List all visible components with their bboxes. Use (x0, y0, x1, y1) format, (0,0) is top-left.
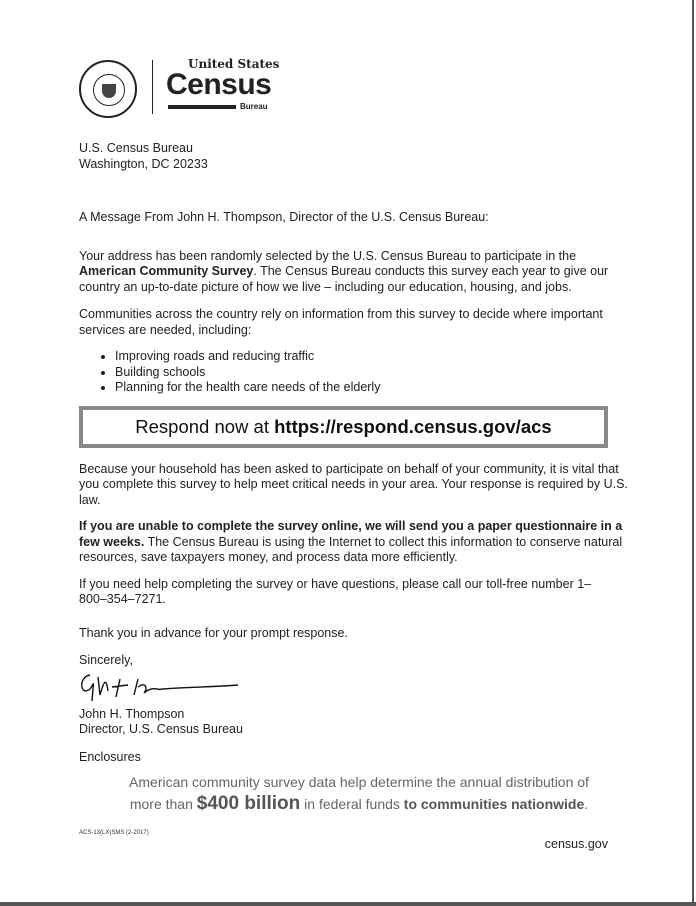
logo-main: Census (166, 68, 272, 101)
funding-line: more than $400 billion in federal funds to communities nationwide. (129, 793, 589, 814)
logo-divider (152, 60, 153, 114)
page-edge-bottom (0, 902, 696, 906)
signer-name: John H. Thompson (79, 706, 185, 721)
address-line: U.S. Census Bureau (79, 141, 193, 155)
funding-note (79, 771, 639, 815)
respond-url-link[interactable]: https://respond.census.gov/acs (274, 415, 552, 437)
thanks: Thank you in advance for your prompt response. (79, 625, 348, 640)
list-item: • Planning for the health care needs of the elderly (115, 380, 639, 396)
paragraph-paper: If you are unable to complete the survey online, we will send you a paper questionnaire in a few weeks. The Census Bureau is using the Internet to collect this information to conserve natural resources, save taxpayers money, and process data more efficiently. (79, 519, 623, 564)
bullet-list (79, 349, 639, 396)
signer-block (79, 707, 639, 738)
address-line: Washington, DC 20233 (79, 156, 208, 171)
website: census.gov (544, 837, 608, 851)
paragraph-communities: Communities across the country rely on information from this survey to decide where important services are needed, including: (79, 307, 603, 337)
footer-row (79, 829, 639, 859)
form-id: ACS-13(LX)SMS (2-2017) (79, 830, 149, 836)
funding-line: American community survey data help determine the annual distribution of (129, 774, 589, 790)
census-logo (166, 58, 286, 116)
greeting: A Message From John H. Thompson, Director of the U.S. Census Bureau: (79, 210, 489, 224)
paragraph-help: If you need help completing the survey or have questions, please call our toll-free number 1–800–354–7271. (79, 576, 592, 606)
list-item: • Improving roads and reducing traffic (115, 349, 639, 365)
list-item: • Building schools (115, 365, 639, 381)
signature (76, 669, 246, 705)
letter-body (79, 141, 639, 859)
respond-label: Respond now at (135, 415, 275, 437)
paragraph-required: Because your household has been asked to participate on behalf of your community, it is vital that you complete this survey to help meet critical needs in your area. Your response is required by U.S. law. (79, 461, 628, 507)
signer-title: Director, U.S. Census Bureau (79, 722, 243, 736)
return-address (79, 141, 639, 172)
commerce-seal-icon (79, 60, 137, 118)
closing: Sincerely, (79, 653, 133, 667)
respond-box (79, 406, 608, 448)
logo-top: United States (188, 57, 280, 71)
page-edge-right (692, 0, 694, 906)
logo-bottom: Bureau (240, 102, 268, 111)
enclosures: Enclosures (79, 749, 141, 764)
paragraph-intro: Your address has been randomly selected by the U.S. Census Bureau to participate in the American Community Survey. The Census Bureau conducts this survey each year to give our country an up-to-date picture of how we live – including our education, housing, and jobs. (79, 248, 609, 294)
